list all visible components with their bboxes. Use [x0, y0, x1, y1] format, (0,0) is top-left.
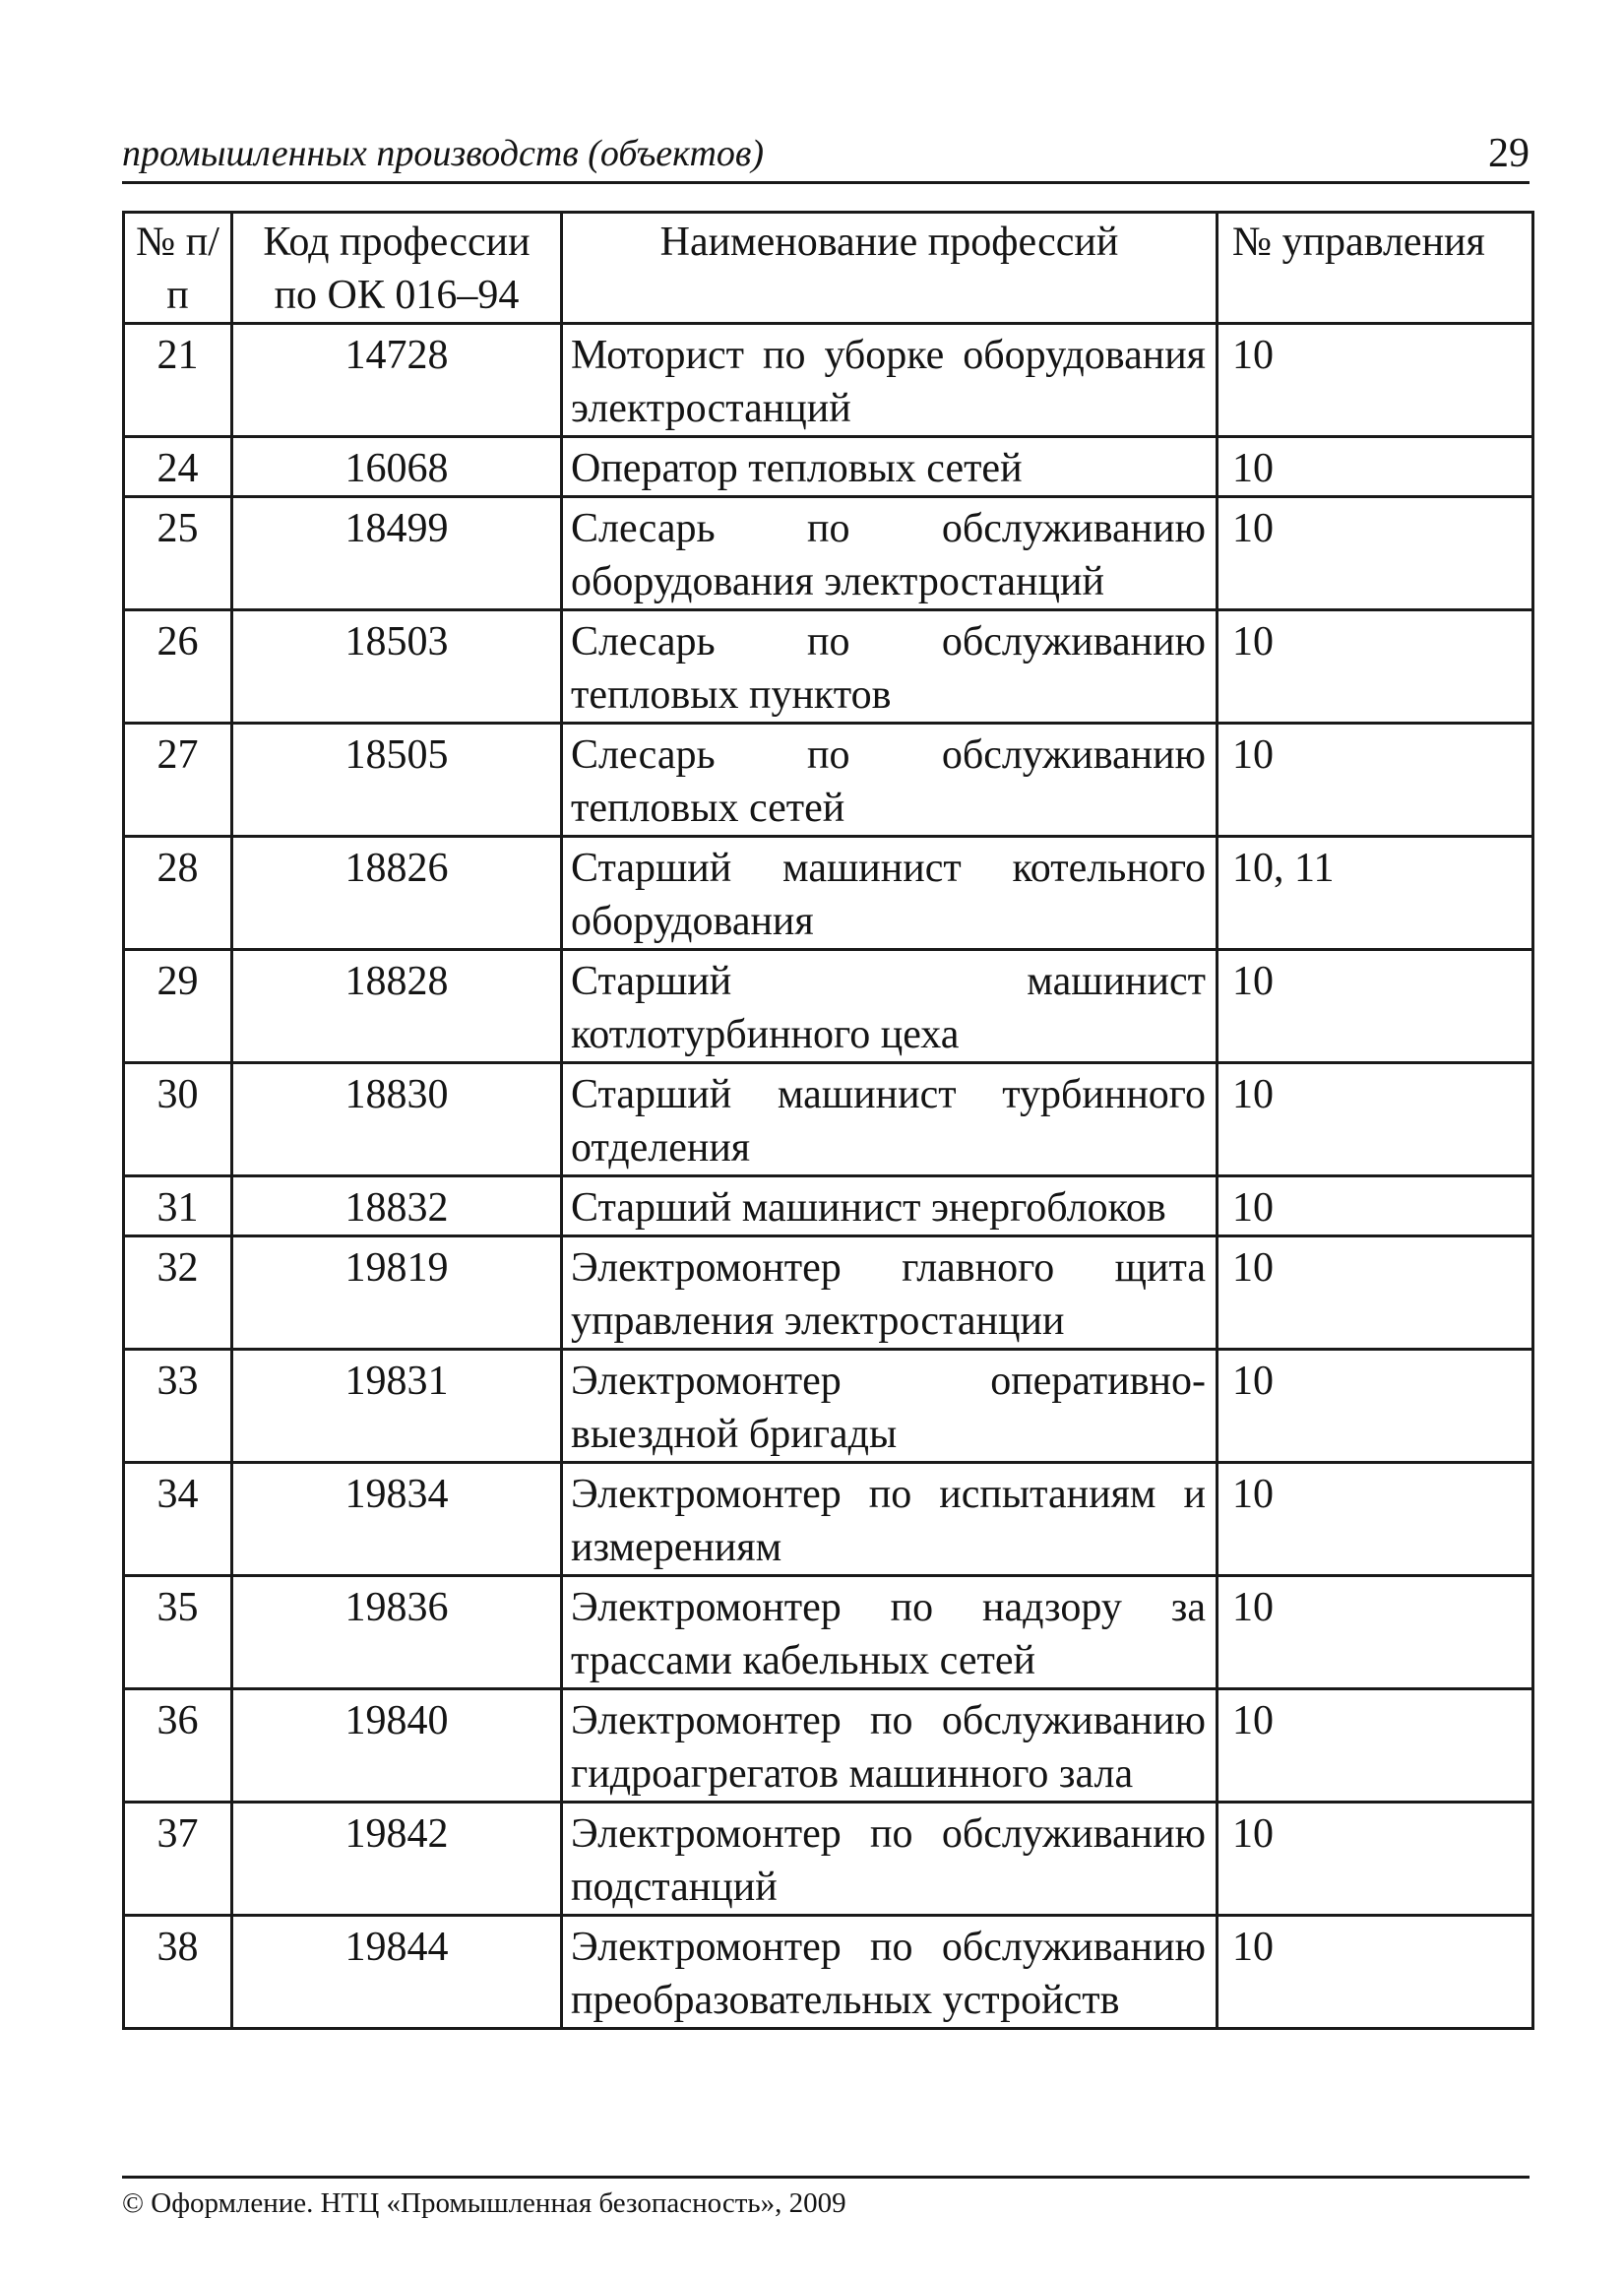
profession-code: 19842 [232, 1803, 562, 1916]
profession-name: Слесарь по обслуживанию оборудования электростанций [562, 497, 1218, 610]
column-header-code: Код профессии по ОК 016–94 [232, 213, 562, 324]
profession-code: 19819 [232, 1236, 562, 1350]
profession-name: Слесарь по обслуживанию тепловых пунктов [562, 610, 1218, 724]
professions-table [122, 211, 1534, 2030]
table-row [124, 437, 1533, 497]
row-number: 26 [124, 610, 232, 724]
profession-name: Оператор тепловых сетей [562, 437, 1218, 497]
profession-name: Старший машинист турбинного отделения [562, 1063, 1218, 1176]
profession-name: Электромонтер по надзору за трассами кабельных сетей [562, 1576, 1218, 1689]
row-number: 29 [124, 950, 232, 1063]
table-row [124, 1803, 1533, 1916]
profession-code: 19836 [232, 1576, 562, 1689]
control-number: 10 [1218, 1576, 1533, 1689]
row-number: 37 [124, 1803, 232, 1916]
row-number: 21 [124, 324, 232, 437]
profession-name: Старший машинист котельного оборудования [562, 837, 1218, 950]
column-header-control: № управления [1218, 213, 1533, 324]
profession-name: Электромонтер по обслуживанию гидроагрегатов машинного зала [562, 1689, 1218, 1803]
table-row [124, 1463, 1533, 1576]
table-row [124, 1063, 1533, 1176]
row-number: 31 [124, 1176, 232, 1236]
row-number: 34 [124, 1463, 232, 1576]
copyright-footer: © Оформление. НТЦ «Промышленная безопасность», 2009 [122, 2187, 846, 2219]
control-number: 10 [1218, 1236, 1533, 1350]
column-header-number: № п/п [124, 213, 232, 324]
table-row [124, 1350, 1533, 1463]
profession-code: 16068 [232, 437, 562, 497]
profession-name: Электромонтер по обслуживанию подстанций [562, 1803, 1218, 1916]
profession-code: 18826 [232, 837, 562, 950]
profession-code: 18832 [232, 1176, 562, 1236]
table-row [124, 1176, 1533, 1236]
control-number: 10 [1218, 437, 1533, 497]
page-title: промышленных производств (объектов) [122, 133, 765, 174]
profession-name: Электромонтер оперативно-выездной бригады [562, 1350, 1218, 1463]
row-number: 25 [124, 497, 232, 610]
page-header [122, 126, 1530, 184]
table-row [124, 1916, 1533, 2029]
control-number: 10, 11 [1218, 837, 1533, 950]
control-number: 10 [1218, 497, 1533, 610]
control-number: 10 [1218, 324, 1533, 437]
row-number: 36 [124, 1689, 232, 1803]
row-number: 35 [124, 1576, 232, 1689]
row-number: 28 [124, 837, 232, 950]
profession-code: 18828 [232, 950, 562, 1063]
profession-code: 19831 [232, 1350, 562, 1463]
profession-code: 19844 [232, 1916, 562, 2029]
profession-name: Старший машинист энергоблоков [562, 1176, 1218, 1236]
profession-code: 18505 [232, 724, 562, 837]
profession-name: Электромонтер по обслуживанию преобразовательных устройств [562, 1916, 1218, 2029]
table-row [124, 1236, 1533, 1350]
row-number: 38 [124, 1916, 232, 2029]
footer-divider [122, 2176, 1530, 2179]
table-row [124, 610, 1533, 724]
control-number: 10 [1218, 1176, 1533, 1236]
control-number: 10 [1218, 950, 1533, 1063]
control-number: 10 [1218, 610, 1533, 724]
table-header-row [124, 213, 1533, 324]
control-number: 10 [1218, 1803, 1533, 1916]
row-number: 33 [124, 1350, 232, 1463]
profession-code: 18503 [232, 610, 562, 724]
profession-name: Электромонтер главного щита управления электростанции [562, 1236, 1218, 1350]
profession-code: 18499 [232, 497, 562, 610]
table-row [124, 950, 1533, 1063]
profession-name: Электромонтер по испытаниям и измерениям [562, 1463, 1218, 1576]
row-number: 27 [124, 724, 232, 837]
profession-code: 14728 [232, 324, 562, 437]
table-row [124, 724, 1533, 837]
row-number: 24 [124, 437, 232, 497]
control-number: 10 [1218, 1463, 1533, 1576]
control-number: 10 [1218, 1916, 1533, 2029]
profession-name: Старший машинист котлотурбинного цеха [562, 950, 1218, 1063]
profession-code: 19840 [232, 1689, 562, 1803]
table-row [124, 837, 1533, 950]
table-row [124, 497, 1533, 610]
table-row [124, 324, 1533, 437]
profession-name: Моторист по уборке оборудования электростанций [562, 324, 1218, 437]
profession-code: 19834 [232, 1463, 562, 1576]
row-number: 32 [124, 1236, 232, 1350]
control-number: 10 [1218, 1063, 1533, 1176]
column-header-name: Наименование профессий [562, 213, 1218, 324]
profession-code: 18830 [232, 1063, 562, 1176]
control-number: 10 [1218, 1689, 1533, 1803]
control-number: 10 [1218, 1350, 1533, 1463]
table-row [124, 1689, 1533, 1803]
control-number: 10 [1218, 724, 1533, 837]
row-number: 30 [124, 1063, 232, 1176]
page-number: 29 [1488, 131, 1530, 176]
table-row [124, 1576, 1533, 1689]
profession-name: Слесарь по обслуживанию тепловых сетей [562, 724, 1218, 837]
